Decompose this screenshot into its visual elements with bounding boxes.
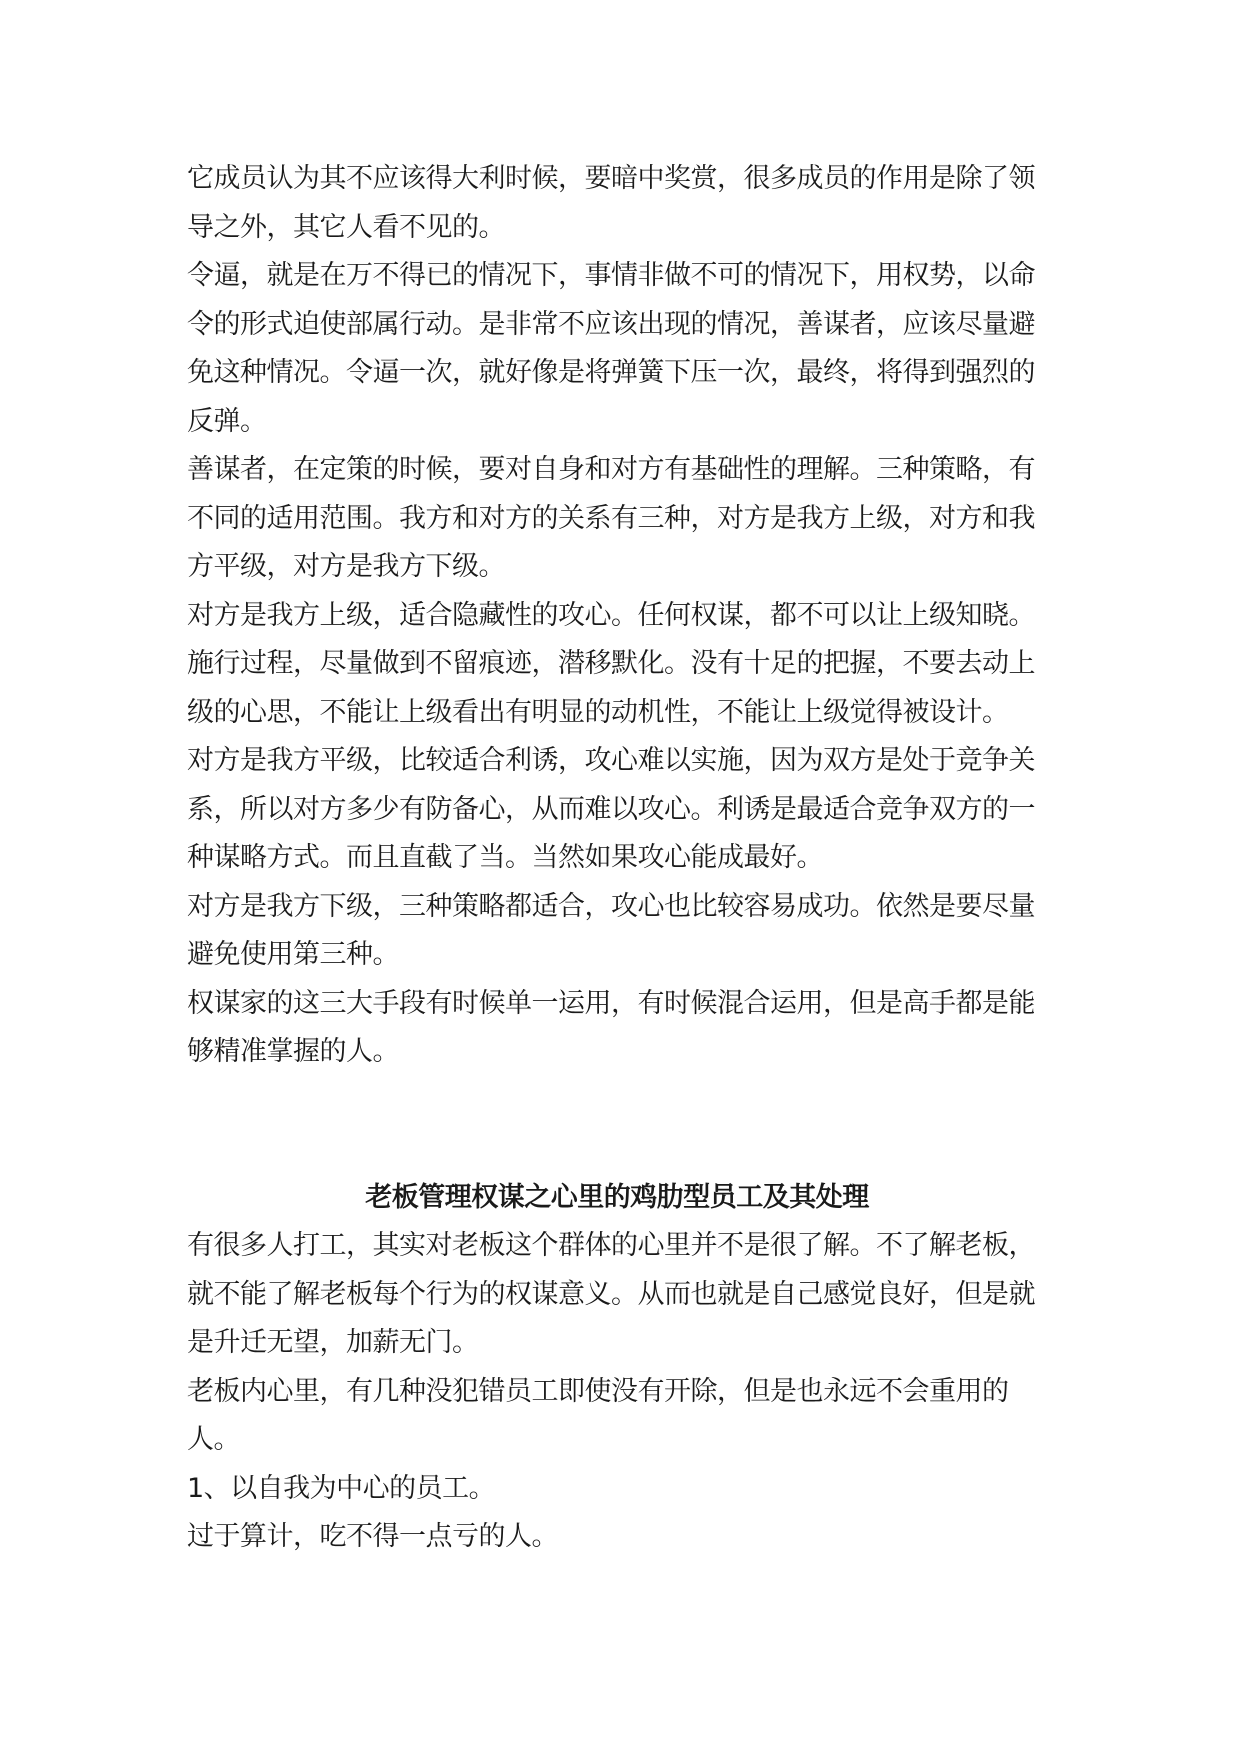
paragraph: 过于算计，吃不得一点亏的人。 (187, 1521, 558, 1552)
paragraph: 对方是我方上级，适合隐藏性的攻心。任何权谋，都不可以让上级知晓。施行过程，尽量做到不留痕迹，潜移默化。没有十足的把握，不要去动上级的心思，不能让上级看出有明显的动机性，不能让上级觉得被设计。 (187, 599, 1035, 728)
paragraph: 对方是我方平级，比较适合利诱，攻心难以实施，因为双方是处于竞争关系，所以对方多少有防备心，从而难以攻心。利诱是最适合竞争双方的一种谋略方式。而且直截了当。当然如果攻心能成最好。 (187, 745, 1035, 873)
section-heading: 老板管理权谋之心里的鸡肋型员工及其处理 (365, 1181, 869, 1213)
paragraph: 有很多人打工，其实对老板这个群体的心里并不是很了解。不了解老板，就不能了解老板每个行为的权谋意义。从而也就是自己感觉良好，但是就是升迁无望，加薪无门。 (187, 1230, 1035, 1358)
paragraph: 它成员认为其不应该得大利时候，要暗中奖赏，很多成员的作用是除了领导之外，其它人看不见的。 (187, 163, 1035, 243)
paragraph: 权谋家的这三大手段有时候单一运用，有时候混合运用，但是高手都是能够精准掌握的人。 (187, 987, 1035, 1067)
section-spacer (187, 1077, 1067, 1174)
paragraph: 令逼，就是在万不得已的情况下，事情非做不可的情况下，用权势，以命令的形式迫使部属行动。是非常不应该出现的情况，善谋者，应该尽量避免这种情况。令逼一次，就好像是将弹簧下压一次，最终，将得到强烈的反弹。 (187, 260, 1035, 437)
paragraph: 老板内心里，有几种没犯错员工即使没有开除，但是也永远不会重用的人。 (187, 1375, 1009, 1455)
paragraph: 对方是我方下级，三种策略都适合，攻心也比较容易成功。依然是要尽量避免使用第三种。 (187, 890, 1035, 970)
list-item: 1、以自我为中心的员工。 (187, 1472, 496, 1504)
paragraph: 善谋者，在定策的时候，要对自身和对方有基础性的理解。三种策略，有不同的适用范围。我方和对方的关系有三种，对方是我方上级，对方和我方平级，对方是我方下级。 (187, 454, 1035, 582)
document-body (187, 155, 1067, 1562)
